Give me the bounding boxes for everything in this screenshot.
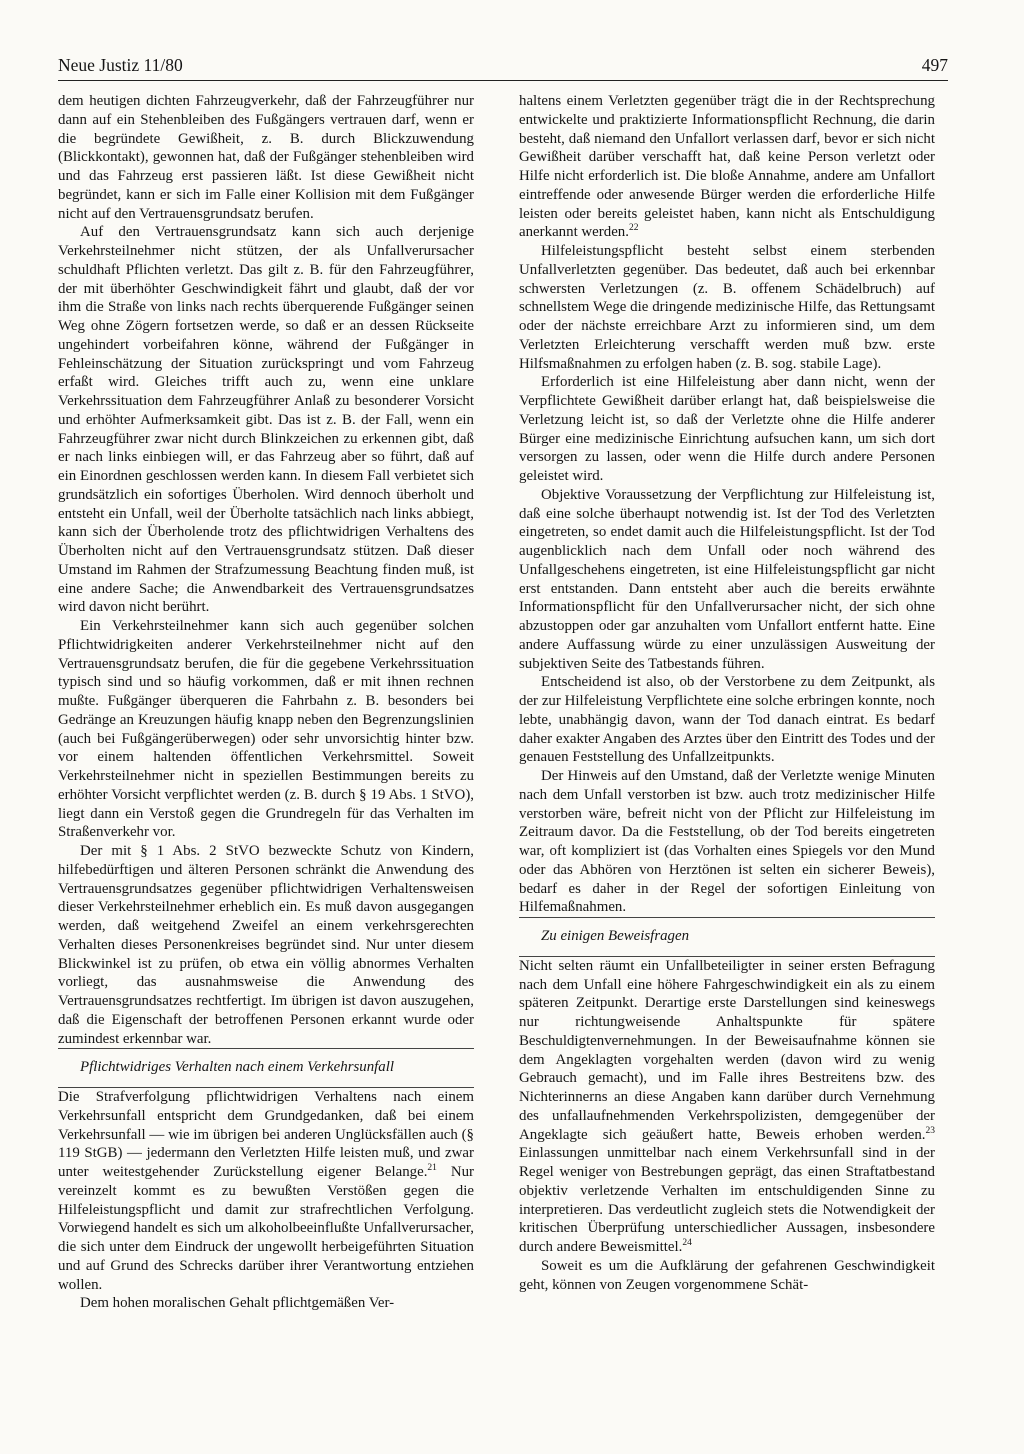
paragraph: Ein Verkehrsteilnehmer kann sich auch gegenüber solchen Pflichtwidrigkeiten anderer Verkehrsteilnehmer nicht auf den Vertrauensgrundsatz berufen, die für die gegebene Verkehrssituation typisch sind und so häufig vorkommen, daß er mit ihnen rechnen mußte. Fußgänger überqueren die Fahrbahn z. B. besonders bei Gedränge an Kreuzungen häufig knapp neben den Begrenzungslinien (auch bei Fußgängerüberwegen) oder sehr unvorsichtig hinter bzw. vor einem haltenden öffentlichen Verkehrsmittel. Soweit Verkehrsteilnehmer nicht in speziellen Bestimmungen bereits zu erhöhter Vorsicht verpflichtet werden (z. B. durch § 19 Abs. 1 StVO), liegt dann ein Verstoß gegen die Grundregeln für das Verhalten im Straßenverkehr vor. <box>58 618 474 841</box>
paragraph: Entscheidend ist also, ob der Verstorbene zu dem Zeitpunkt, als der zur Hilfeleistung Verpflichtete eine solche erbringen konnte, noch lebte, unabhängig davon, wann der Tod danach eintrat. Es bedarf daher exakter Angaben des Arztes über den Eintritt des Todes und der genauen Feststellung des Unfallzeitpunkts. <box>519 674 935 766</box>
left-column <box>58 92 474 1313</box>
paragraph: Erforderlich ist eine Hilfeleistung aber dann nicht, wenn der Verpflichtete Gewißheit darüber erlangt hat, daß beispielsweise die Verletzung leicht ist, so daß der Verletzte ohne die Hilfe anderer Bürger eine medizinische Einrichtung aufsuchen kann, um sich dort versorgen zu lassen, oder wenn die Hilfe durch andere Personen geleistet wird. <box>519 374 935 484</box>
journal-title: Neue Justiz 11/80 <box>58 55 183 75</box>
paragraph-text: haltens einem Verletzten gegenüber trägt die in der Rechtsprechung entwickelte und praktizierte Informationspflicht Rechnung, die darin besteht, daß niemand den Unfallort verlassen darf, bevor er sich nicht Gewißheit darüber verschafft hat, daß keine Person verletzt oder Hilfe nicht erforderlich ist. Die bloße Annahme, andere am Unfallort eintreffende oder anwesende Bürger werden die erforderliche Hilfe leisten oder bereits geleistet haben, kann nicht als Entschuldigung anerkannt werden. <box>519 93 935 241</box>
paragraph: dem heutigen dichten Fahrzeugverkehr, daß der Fahrzeugführer nur dann auf ein Stehenbleiben des Fußgängers vertrauen darf, wenn er die begründete Gewißheit, z. B. durch Blickzuwendung (Blickkontakt), gewonnen hat, daß der Fußgänger stehenbleiben wird und das Fahrzeug erst passieren läßt. Ist diese Gewißheit nicht begründet, kann er sich im Falle einer Kollision mit dem Fußgänger nicht auf den Vertrauensgrundsatz berufen. <box>58 93 474 222</box>
footnote-ref: 24 <box>682 1238 692 1249</box>
paragraph-text: Einlassungen unmittelbar nach einem Verkehrsunfall sind in der Regel weniger von Bestrebungen geprägt, das einen Straftatbestand objektiv verletzende Verhalten im entschuldigenden Sinne zu interpretieren. Das verdeutlicht zugleich stets die Notwendigkeit der kritischen Überprüfung unterschiedlicher Aussagen, insbesondere durch andere Beweismittel. <box>519 1145 935 1255</box>
paragraph-text: Nicht selten räumt ein Unfallbeteiligter in seiner ersten Befragung nach dem Unfall eine höhere Fahrgeschwindigkeit ein als zu einem späteren Zeitpunkt. Derartige erste Darstellungen sind keineswegs nur richtungweisende Anhaltspunkte für spätere Beschuldigtenvernehmungen. In der Beweisaufnahme können sie dem Angeklagten vorgehalten werden (davon wird zu wenig Gebrauch gemacht), und im Falle ihres Bestreitens bzw. des Nichterinnerns an diese Angaben kann darüber durch Vernehmung des unfallaufnehmenden Verkehrspolizisten, demgegenüber der Angeklagte sich geäußert hatte, Beweis erhoben werden. <box>519 957 935 1143</box>
footnote-ref: 23 <box>925 1125 935 1136</box>
footnote-ref: 21 <box>427 1163 437 1174</box>
page-header <box>58 50 948 81</box>
paragraph: Hilfeleistungspflicht besteht selbst einem sterbenden Unfallverletzten gegenüber. Das bedeutet, daß auch bei erkennbar schwersten Verletzungen (z. B. offenem Schädelbruch) auf schnellstem Wege die dringende medizinische Hilfe, das Rettungsamt oder der nächste erreichbare Arzt zu informieren sind, um dem Verletzten Erleichterung verschafft werden muß bzw. erste Hilfsmaßnahmen zu erfolgen haben (z. B. sog. stabile Lage). <box>519 243 935 372</box>
page-number: 497 <box>921 55 948 75</box>
paragraph <box>519 957 935 1257</box>
paragraph-text: Die Strafverfolgung pflichtwidrigen Verhaltens nach einem Verkehrsunfall entspricht dem Grundgedanken, daß bei einem Verkehrsunfall — wie im übrigen bei anderen Unglücksfällen auch (§ 119 StGB) — jedermann den Verletzten Hilfe leisten muß, und zwar unter weitestgehender Zurückstellung eigener Belange. <box>58 1089 474 1180</box>
paragraph <box>58 1088 474 1294</box>
section-heading: Zu einigen Beweisfragen <box>519 917 935 957</box>
paragraph: Der mit § 1 Abs. 2 StVO bezweckte Schutz von Kindern, hilfebedürftigen und älteren Personen schränkt die Anwendung des Vertrauensgrundsatzes gegenüber pflichtwidrigen Verhaltensweisen dieser Verkehrsteilnehmer erheblich ein. Es muß davon ausgegangen werden, daß weitgehend Zweifel an einem verkehrsgerechten Verhalten dieses Personenkreises begründet sind. Nur unter diesem Blickwinkel ist zu prüfen, ob etwa ein völlig abnormes Verhalten vorliegt, das ausnahmsweise die Anwendung des Vertrauensgrundsatzes rechtfertigt. Im übrigen ist davon auszugehen, daß die Eigenschaft der betroffenen Personen erkannt wurde oder zumindest erkennbar war. <box>58 843 474 1047</box>
paragraph <box>519 92 935 242</box>
right-column <box>519 92 935 1294</box>
section-heading: Pflichtwidriges Verhalten nach einem Verkehrsunfall <box>58 1048 474 1088</box>
paragraph: Auf den Vertrauensgrundsatz kann sich auch derjenige Verkehrsteilnehmer nicht stützen, der als Unfallverursacher schuldhaft Pflichten verletzt. Das gilt z. B. für den Fahrzeugführer, der mit überhöhter Geschwindigkeit fährt und glaubt, daß der vor ihm die Straße von links nach rechts überquerende Fußgänger seinen Weg ohne Zögern fortsetzen werde, so daß er an dessen Rückseite ungehindert vorbeifahren könne, während der Fußgänger in Fehleinschätzung der Situation zurückspringt und vom Fahrzeug erfaßt wird. Gleiches trifft auch zu, wenn eine unklare Verkehrssituation dem Fahrzeugführer Anlaß zu besonderer Vorsicht und erhöhter Aufmerksamkeit gibt. Das ist z. B. der Fall, wenn ein Fahrzeugführer zwar nicht durch Blinkzeichen zu erkennen gibt, daß er nach links einbiegen will, er das Fahrzeug aber so führt, daß auf ein Einordnen geschlossen werden kann. In diesem Fall verbietet sich grundsätzlich ein sofortiges Überholen. Wird dennoch überholt und entsteht ein Unfall, weil der Überholte tatsächlich nach links abbiegt, kann sich der Überholende trotz des pflichtwidrigen Verhaltens des Überholten nicht auf den Vertrauensgrundsatz stützen. Daß dieser Umstand im Rahmen der Strafzumessung Beachtung finden muß, ist eine andere Sache; die Anwendbarkeit des Vertrauensgrundsatzes wird davon nicht berührt. <box>58 224 474 616</box>
paragraph: Dem hohen moralischen Gehalt pflichtgemäßen Ver- <box>80 1295 395 1312</box>
paragraph-text: Nur vereinzelt kommt es zu bewußten Verstößen gegen die Hilfeleistungspflicht und damit zur strafrechtlichen Verfolgung. Vorwiegend handelt es sich um alkoholbeeinflußte Unfallverursacher, die sich unter dem Eindruck der ungewollt herbeigeführten Situation und auf Grund des Schrecks darüber ihrer Verantwortung entziehen wollen. <box>58 1164 474 1293</box>
paragraph: Objektive Voraussetzung der Verpflichtung zur Hilfeleistung ist, daß eine solche überhaupt notwendig ist. Ist der Tod des Verletzten eingetreten, so endet damit auch die Hilfeleistungspflicht. Ist der Tod augenblicklich nach dem Unfall oder noch während des Unfallgeschehens eingetreten, ist eine Hilfeleistungspflicht gar nicht erst entstanden. Dann entsteht aber auch die bereits erwähnte Informationspflicht für den Unfallverursacher nicht, der sich ohne abzustoppen oder gar anzuhalten vom Unfallort entfernt hatte. Eine andere Auffassung würde zu einer unzulässigen Ausweitung der subjektiven Seite des Tatbestands führen. <box>519 486 935 672</box>
paragraph: Der Hinweis auf den Umstand, daß der Verletzte wenige Minuten nach dem Unfall verstorben ist bzw. auch trotz medizinischer Hilfe verstorben wäre, befreit nicht von der Pflicht zur Hilfeleistung im Zeitraum davor. Da die Feststellung, ob der Tod bereits eingetreten war, oft kompliziert ist (das Vorhalten eines Spiegels vor den Mund oder das Abhören von Herztönen ist selten ein sicherer Beweis), bedarf es daher in der Regel der sofortigen Einleitung von Hilfemaßnahmen. <box>519 768 935 916</box>
paragraph: Soweit es um die Aufklärung der gefahrenen Geschwindigkeit geht, können von Zeugen vorgenommene Schät- <box>519 1257 935 1293</box>
footnote-ref: 22 <box>628 223 639 234</box>
